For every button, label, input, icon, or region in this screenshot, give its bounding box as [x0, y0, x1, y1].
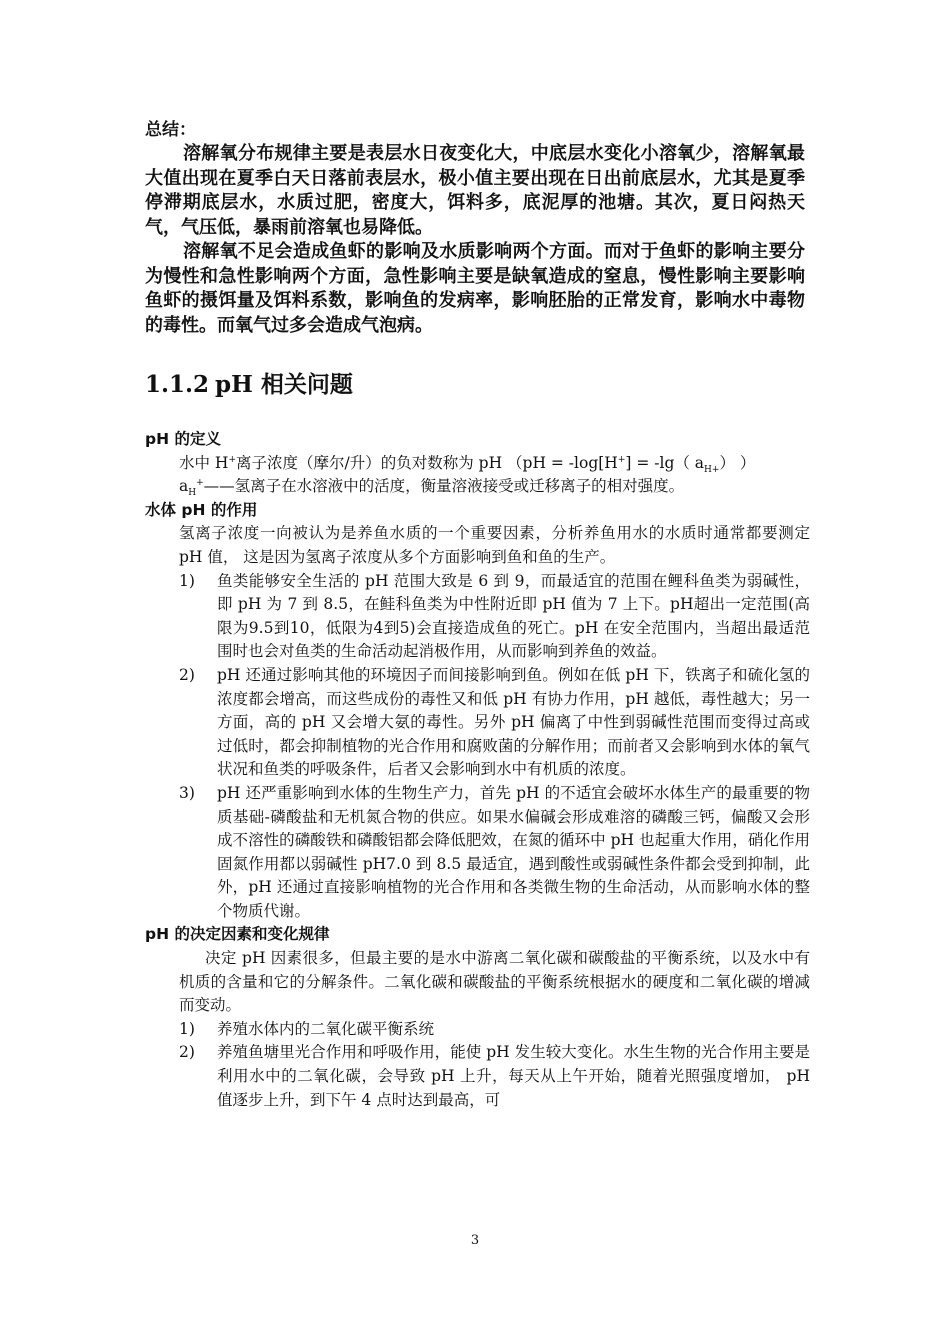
list-item: [179, 570, 810, 664]
list-item-text: 养殖水体内的二氧化碳平衡系统: [217, 1019, 435, 1038]
section-heading: [145, 369, 353, 401]
list-item-text: pH 还严重影响到水体的生物生产力，首先 pH 的不适宜会破坏水体生产的最重要的物质基础-磷酸盐和无机氮合物的供应。如果水偏碱会形成难溶的磷酸三钙，偏酸又会形成不溶性的磷酸铁和磷酸铝都会降低肥效，在氮的循环中 pH 也起重大作用，硝化作用固氮作用都以弱碱性 pH7.0 到 8.5 最适宜，遇到酸性或弱碱性条件都会受到抑制，此外，pH 还通过直接影响植物的光合作用和各类微生物的生命活动，从而影响水体的整个物质代谢。: [217, 783, 810, 920]
list-item-text: pH 还通过影响其他的环境因子而间接影响到鱼。例如在低 pH 下，铁离子和硫化氢的浓度都会增高，而这些成份的毒性又和低 pH 有协力作用，pH 越低，毒性越大；另一方面，高的 pH 又会增大氨的毒性。另外 pH 偏离了中性到弱碱性范围而变得过高或过低时，都会抑制植物的光合作用和腐败菌的分解作用；而前者又会影响到水体的氧气状况和鱼类的呼吸条件，后者又会影响到水中有机质的浓度。: [217, 665, 810, 779]
list-marker: 1): [179, 1019, 195, 1038]
list-marker: 2): [179, 1043, 195, 1062]
role-list: [145, 570, 810, 924]
definition-text: 离子浓度（摩尔/升）的负对数称为 pH （pH = -log[H: [236, 453, 618, 472]
list-item-text: 养殖鱼塘里光合作用和呼吸作用，能使 pH 发生较大变化。水生生物的光合作用主要是利用水中的二氧化碳，会导致 pH 上升，每天从上午开始，随着光照强度增加， pH 值逐步上升，到下午 4 点时达到最高，可: [217, 1043, 810, 1109]
section-number: 1.1.2: [145, 371, 210, 398]
definition-text: 水中 H: [179, 453, 229, 472]
page-number: 3: [470, 1233, 480, 1248]
list-marker: 1): [179, 571, 195, 590]
list-item: [179, 1041, 810, 1112]
superscript: +: [196, 478, 204, 489]
superscript: +: [617, 454, 626, 465]
summary-paragraph-1: 溶解氧分布规律主要是表层水日夜变化大，中底层水变化小溶氧少，溶解氧最大值出现在夏季白天日落前表层水，极小值主要出现在日出前底层水，尤其是夏季停滞期底层水，水质过肥，密度大，饵料多，底泥厚的池塘。其次，夏日闷热天气，气压低，暴雨前溶氧也易降低。: [145, 143, 805, 238]
factors-heading: pH 的决定因素和变化规律: [145, 925, 330, 944]
list-marker: 2): [179, 665, 195, 684]
list-item: [179, 782, 810, 924]
definition-text: ） ）: [719, 453, 756, 472]
definition-text: a: [179, 477, 189, 496]
definition-text: ] = -lg（ a: [625, 453, 705, 472]
summary-paragraph-2: 溶解氧不足会造成鱼虾的影响及水质影响两个方面。而对于鱼虾的影响主要分为慢性和急性影响两个方面，急性影响主要是缺氧造成的窒息，慢性影响主要影响鱼虾的摄饵量及饵料系数，影响鱼的发病率，影响胚胎的正常发育，影响水中毒物的毒性。而氧气过多会造成气泡病。: [145, 241, 805, 336]
definition-activity: [179, 475, 810, 499]
list-item: [179, 1018, 810, 1042]
role-intro: 氢离子浓度一向被认为是养鱼水质的一个重要因素，分析养鱼用水的水质时通常都要测定 pH 值， 这是因为氢离子浓度从多个方面影响到鱼和鱼的生产。: [179, 524, 810, 566]
list-item: [179, 664, 810, 782]
definition-heading: pH 的定义: [145, 430, 221, 448]
subscript: H+: [704, 464, 720, 475]
list-marker: 3): [179, 783, 195, 802]
definition-text: ——氢离子在水溶液中的活度，衡量溶液接受或迁移离子的相对强度。: [203, 477, 685, 496]
summary-label: 总结：: [145, 120, 196, 140]
subscript: H: [188, 488, 197, 499]
superscript: +: [228, 454, 236, 465]
definition-formula: [179, 452, 810, 476]
summary-block: [145, 142, 805, 338]
role-heading: 水体 pH 的作用: [145, 500, 258, 519]
section-title: pH 相关问题: [215, 371, 353, 398]
list-item-text: 鱼类能够安全生活的 pH 范围大致是 6 到 9，而最适宜的范围在鲤科鱼类为弱碱性，即 pH 为 7 到 8.5，在鲑科鱼类为中性附近即 pH 值为 7 上下。pH超出一定范围(高限为9.5到10，低限为4到5)会直接造成鱼的死亡。pH 在安全范围内，当超出最适范围时也会对鱼类的生命活动起消极作用，从而影响到养鱼的效益。: [217, 571, 810, 661]
section-body: [145, 428, 810, 1112]
factors-list: [145, 1018, 810, 1112]
factors-intro: 决定 pH 因素很多，但最主要的是水中游离二氧化碳和碳酸盐的平衡系统，以及水中有机质的含量和它的分解条件。二氧化碳和碳酸盐的平衡系统根据水的硬度和二氧化碳的增减而变动。: [179, 949, 810, 1015]
